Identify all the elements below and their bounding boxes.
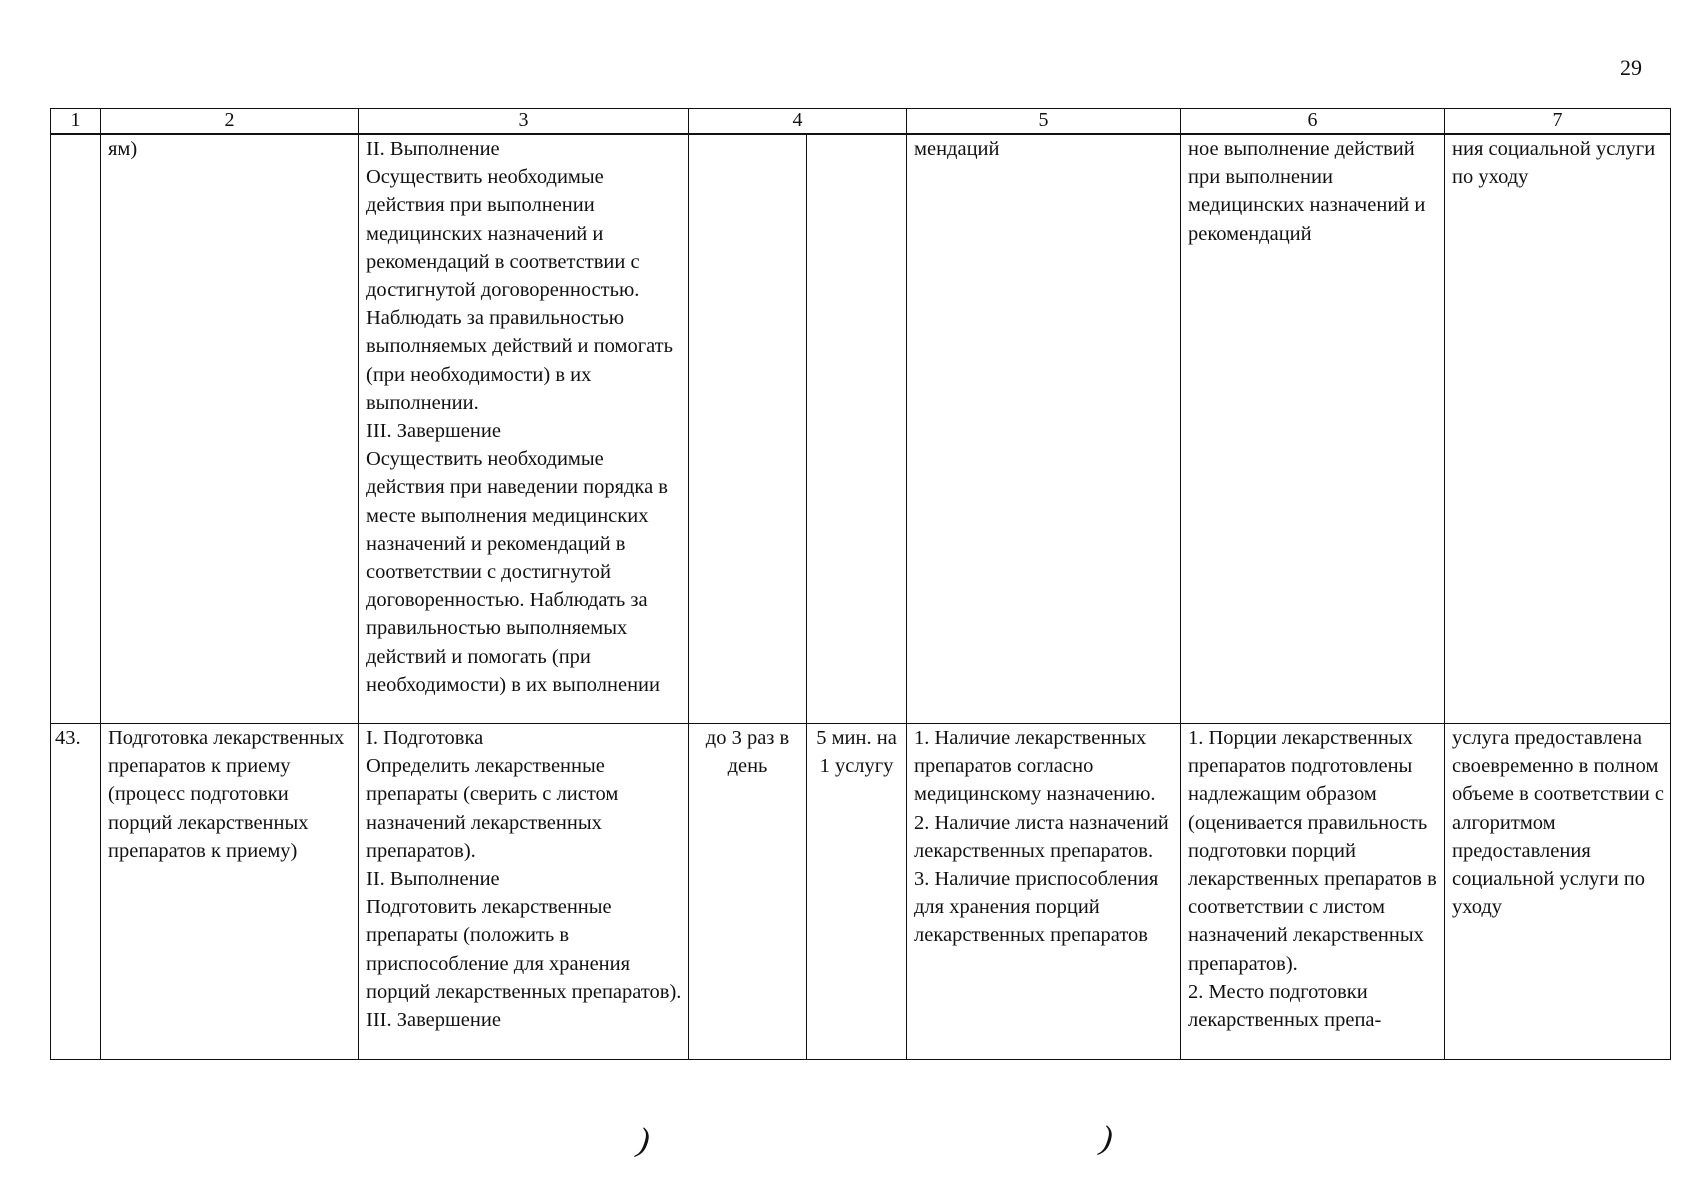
table-header-row [51,109,1671,135]
header-col-1: 1 [51,109,101,135]
duration-cell [807,134,907,724]
evaluation-cell: услуга предоставлена своевременно в полном объеме в соответствии с алгоритмом предоставления социальной услуги по уходу [1445,724,1671,1060]
quality-indicators-cell: ное выполнение действий при выполнении медицинских назначений и рекомендаций [1181,134,1445,724]
service-name-cell: ям) [101,134,359,724]
service-name-cell: Подготовка лекарственных препаратов к приему (процесс подготовки порций лекарственных препаратов к приему) [101,724,359,1060]
procedure-cell: I. Подготовка Определить лекарственные препараты (сверить с листом назначений лекарственных препаратов). II. Выполнение Подготовить лекарственные препараты (положить в приспособление для хранения порций лекарственных препаратов). III. Завершение [359,724,689,1060]
conditions-cell: мендаций [907,134,1181,724]
page-mark-right: ) [1098,1119,1115,1158]
header-col-5: 5 [907,109,1181,135]
row-number-cell: 43. [51,724,101,1060]
frequency-cell [689,134,807,724]
quality-indicators-cell: 1. Порции лекарственных препаратов подготовлены надлежащим образом (оценивается правильность подготовки порций лекарственных препаратов в соответствии с листом назначений лекарственных препаратов). 2. Место подготовки лекарственных препа- [1181,724,1445,1060]
page-number: 29 [1620,55,1642,80]
row-number-cell [51,134,101,724]
header-col-2: 2 [101,109,359,135]
duration-cell: 5 мин. на 1 услугу [807,724,907,1060]
header-col-6: 6 [1181,109,1445,135]
header-col-7: 7 [1445,109,1671,135]
conditions-cell: 1. Наличие лекарственных препаратов согласно медицинскому назначению. 2. Наличие листа назначений лекарственных препаратов. 3. Наличие приспособления для хранения порций лекарственных препаратов [907,724,1181,1060]
header-col-3: 3 [359,109,689,135]
procedure-cell: II. Выполнение Осуществить необходимые действия при выполнении медицинских назначений и рекомендаций в соответствии с достигнутой договоренностью. Наблюдать за правильностью выполняемых действий и помогать (при необходимости) в их выполнении. III. Завершение Осуществить необходимые действия при наведении порядка в месте выполнения медицинских назначений и рекомендаций в соответствии с достигнутой договоренностью. Наблюдать за правильностью выполняемых действий и помогать (при необходимости) в их выполнении [359,134,689,724]
evaluation-cell: ния социальной услуги по уходу [1445,134,1671,724]
frequency-cell: до 3 раз в день [689,724,807,1060]
table-row [51,134,1671,724]
header-col-4: 4 [689,109,907,135]
page-mark-left: ) [635,1121,652,1160]
table-row [51,724,1671,1060]
services-table [50,108,1671,1060]
